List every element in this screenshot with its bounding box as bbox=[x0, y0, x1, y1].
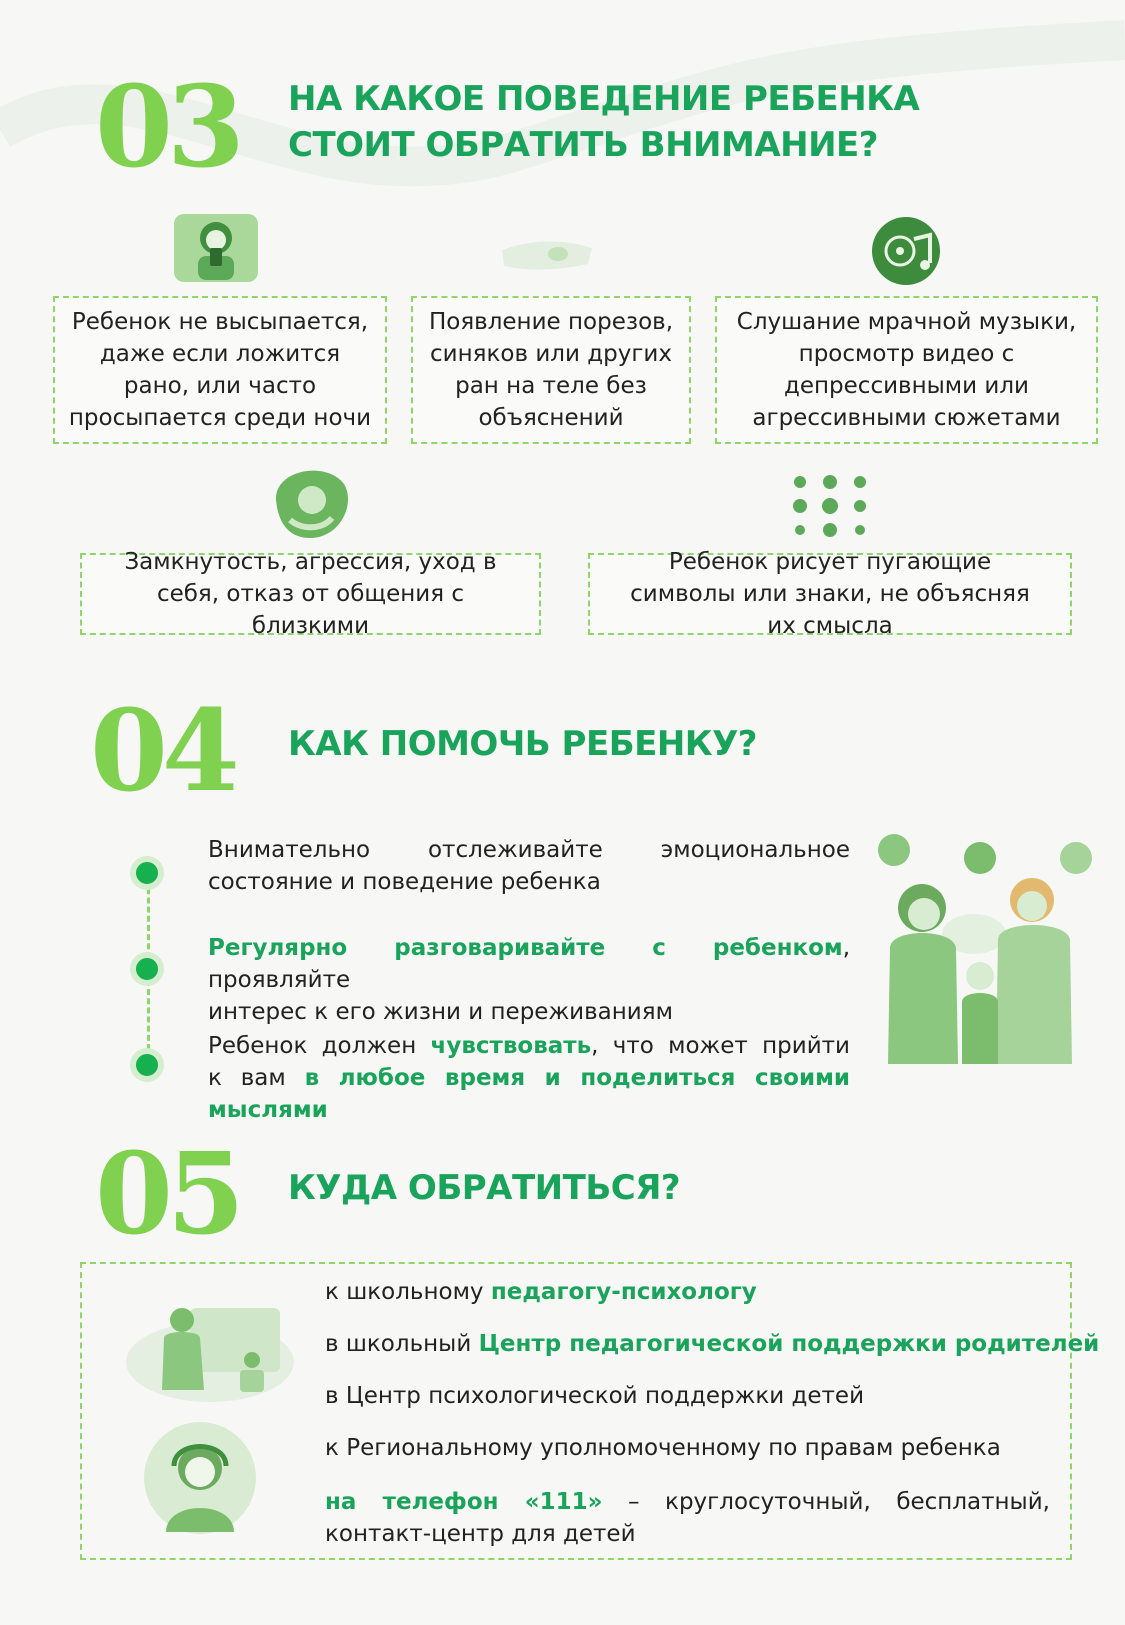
step-marker-3 bbox=[130, 1048, 164, 1082]
psychologist-session-icon bbox=[124, 1290, 296, 1404]
contact-item-5-rest: – круглосуточный, бесплатный, bbox=[602, 1489, 1050, 1515]
step-2-rest: , проявляйте bbox=[208, 935, 850, 993]
injured-arm-icon bbox=[500, 230, 595, 280]
sign-text-drawings: Ребенок рисует пугающие символы или знаки, не объясняя их смысла bbox=[630, 549, 1030, 639]
music-disc-icon bbox=[870, 215, 942, 287]
contact-item-2-highlight: Центр педагогической поддержки родителей bbox=[478, 1331, 1100, 1357]
scary-symbols-icon bbox=[790, 474, 870, 538]
sign-card-drawings bbox=[588, 549, 1072, 639]
step-2-line1 bbox=[208, 932, 850, 996]
contact-item-5-line2: контакт-центр для детей bbox=[325, 1521, 636, 1547]
family-illustration bbox=[874, 830, 1104, 1070]
step-2-highlight: Регулярно разговаривайте с ребенком bbox=[208, 935, 843, 961]
section-number-04: 04 bbox=[90, 686, 234, 817]
step-marker-1 bbox=[130, 856, 164, 890]
sign-card-withdrawal bbox=[80, 549, 541, 639]
step-1 bbox=[208, 834, 850, 898]
contact-item-1-highlight: педагогу-психологу bbox=[490, 1279, 757, 1305]
step-3-text-c: к вам bbox=[208, 1065, 305, 1091]
step-1-line2: состояние и поведение ребенка bbox=[208, 869, 601, 895]
step-3-highlight: чувствовать bbox=[430, 1033, 592, 1059]
section-title-03-line2: СТОИТ ОБРАТИТЬ ВНИМАНИЕ? bbox=[288, 125, 879, 165]
contact-item-5 bbox=[325, 1486, 1050, 1550]
sign-text-sleep: Ребенок не высыпается, даже если ложится рано, или часто просыпается среди ночи bbox=[68, 309, 372, 431]
section-title-03-line1: НА КАКОЕ ПОВЕДЕНИЕ РЕБЕНКА bbox=[288, 79, 920, 119]
step-1-line1: Внимательно отслеживайте эмоциональное bbox=[208, 837, 850, 863]
sleepless-child-icon bbox=[170, 208, 262, 288]
section-title-05: КУДА ОБРАТИТЬСЯ? bbox=[288, 1168, 681, 1208]
section-title-03 bbox=[288, 76, 919, 168]
contact-item-1 bbox=[325, 1276, 757, 1308]
contact-item-5-line1 bbox=[325, 1486, 1050, 1518]
hotline-operator-icon bbox=[140, 1420, 260, 1538]
step-2 bbox=[208, 932, 850, 1028]
sign-card-sleep bbox=[53, 296, 387, 444]
sign-text-withdrawal: Замкнутость, агрессия, уход в себя, отказ от общения с близкими bbox=[124, 549, 497, 639]
sign-card-injuries bbox=[411, 296, 691, 444]
step-3-highlight-2: в любое время и поделиться своими мыслями bbox=[208, 1065, 851, 1123]
step-marker-2 bbox=[130, 952, 164, 986]
contact-item-5-highlight: на телефон «111» bbox=[325, 1489, 603, 1515]
sign-text-music: Слушание мрачной музыки, просмотр видео с депрессивными или агрессивными сюжетами bbox=[736, 309, 1077, 431]
section-title-04: КАК ПОМОЧЬ РЕБЕНКУ? bbox=[288, 724, 758, 764]
contact-item-2-text: в школьный bbox=[325, 1331, 479, 1357]
contact-item-2 bbox=[325, 1328, 1099, 1360]
contact-item-4: к Региональному уполномоченному по правам ребенка bbox=[325, 1435, 1001, 1461]
sign-card-music bbox=[715, 296, 1098, 444]
step-2-line2: интерес к его жизни и переживаниям bbox=[208, 999, 673, 1025]
withdrawn-child-icon bbox=[266, 460, 354, 542]
section-number-03: 03 bbox=[95, 62, 239, 193]
contact-item-3: в Центр психологической поддержки детей bbox=[325, 1383, 865, 1409]
step-3-line2 bbox=[208, 1062, 850, 1126]
step-3-line1 bbox=[208, 1030, 850, 1062]
contact-item-1-text: к школьному bbox=[325, 1279, 491, 1305]
step-3-text-b: , что может прийти bbox=[591, 1033, 851, 1059]
step-3-text-a: Ребенок должен bbox=[208, 1033, 431, 1059]
step-3 bbox=[208, 1030, 850, 1126]
section-number-05: 05 bbox=[95, 1129, 239, 1260]
sign-text-injuries: Появление порезов, синяков или других ран на теле без объяснений bbox=[428, 309, 674, 431]
